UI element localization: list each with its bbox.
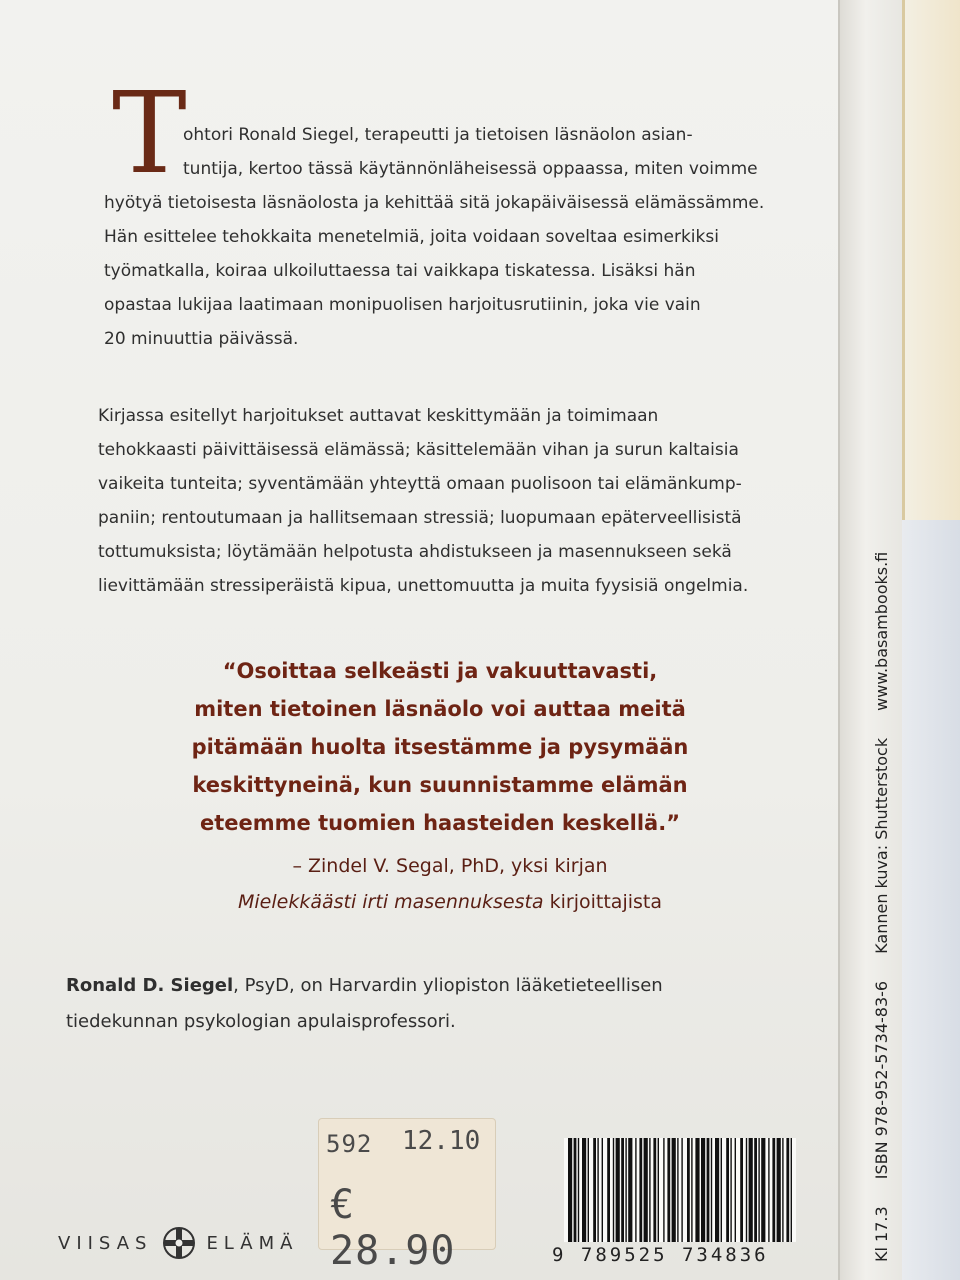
barcode-bar <box>582 1138 586 1242</box>
drop-cap: T <box>112 69 187 199</box>
endorsement-quote <box>150 652 730 842</box>
text-line: tehokkaasti päivittäisessä elämässä; käsittelemään vihan ja surun kaltaisia <box>98 440 739 460</box>
text-line: tottumuksista; löytämään helpotusta ahdistukseen ja masennukseen sekä <box>98 542 732 562</box>
barcode-bar <box>711 1138 712 1242</box>
barcode-bar <box>616 1138 620 1242</box>
barcode-bar <box>735 1138 736 1242</box>
barcode-digits: 9 789525 734836 <box>552 1244 769 1266</box>
sticker-date: 12.10 <box>402 1126 481 1156</box>
text-line: ohtori Ronald Siegel, terapeutti ja tietoisen läsnäolon asian- <box>183 125 693 145</box>
attribution-book-line <box>170 884 730 920</box>
text-line: paniin; rentoutumaan ja hallitsemaan stressiä; luopumaan epäterveellisistä <box>98 508 742 528</box>
quote-line: “Osoittaa selkeästi ja vakuuttavasti, <box>222 659 658 683</box>
barcode-bar <box>677 1138 678 1242</box>
barcode-bar <box>691 1138 692 1242</box>
barcode-bar <box>625 1138 626 1242</box>
text-line: työmatkalla, koiraa ulkoiluttaessa tai vaikkapa tiskatessa. Lisäksi hän <box>104 261 696 281</box>
barcode-bar <box>772 1138 775 1242</box>
barcode-bar <box>681 1138 682 1242</box>
barcode-bar <box>649 1138 650 1242</box>
isbn-barcode <box>564 1138 796 1242</box>
barcode-bar <box>653 1138 656 1242</box>
barcode-bar <box>602 1138 603 1242</box>
text-line: Kirjassa esitellyt harjoitukset auttavat keskittymään ja toimimaan <box>98 406 659 426</box>
barcode-bar <box>628 1138 632 1242</box>
barcode-bar <box>749 1138 753 1242</box>
attribution-line: – Zindel V. Segal, PhD, yksi kirjan <box>292 855 608 877</box>
edge-stripe-yellow <box>902 0 960 520</box>
barcode-bar <box>588 1138 589 1242</box>
barcode-bar <box>621 1138 624 1242</box>
sticker-price: € 28.90 <box>330 1182 456 1274</box>
logo-word-left: VIISAS <box>58 1232 153 1254</box>
barcode-bar <box>746 1138 747 1242</box>
barcode-bar <box>715 1138 719 1242</box>
quote-line: eteemme tuomien haasteiden keskellä.” <box>199 811 681 835</box>
barcode-bar <box>726 1138 729 1242</box>
quote-line: miten tietoinen läsnäolo voi auttaa meitä <box>194 697 686 721</box>
author-bio <box>66 968 766 1040</box>
author-name: Ronald D. Siegel <box>66 975 234 996</box>
quote-attribution <box>170 848 730 920</box>
barcode-bar <box>782 1138 783 1242</box>
intro-paragraph-start <box>183 118 783 186</box>
benefits-paragraph <box>98 399 788 603</box>
quote-line: keskittyneinä, kun suunnistamme elämän <box>192 773 688 797</box>
text-line: hyötyä tietoisesta läsnäolosta ja kehittää sitä jokapäiväisessä elämässämme. <box>104 193 765 213</box>
spine-credit: Kannen kuva: Shutterstock <box>872 737 891 954</box>
book-title: Mielekkäästi irti masennuksesta <box>237 891 544 913</box>
barcode-bar <box>721 1138 722 1242</box>
text-line: vaikeita tunteita; syventämään yhteyttä omaan puolisoon tai elämänkump- <box>98 474 742 494</box>
barcode-bar <box>658 1138 659 1242</box>
barcode-bar <box>786 1138 789 1242</box>
barcode-bar <box>663 1138 664 1242</box>
quote-line: pitämään huolta itsestämme ja pysymään <box>191 735 689 759</box>
spine-classification: Kl 17.3 <box>872 1206 891 1262</box>
barcode-bar <box>768 1138 769 1242</box>
intro-paragraph <box>104 186 794 356</box>
barcode-bar <box>639 1138 642 1242</box>
edge-stripe-blue <box>902 520 960 1280</box>
spine-isbn: ISBN 978-952-5734-83-6 <box>872 980 891 1180</box>
compass-emblem-icon <box>162 1226 196 1260</box>
barcode-bar <box>568 1138 572 1242</box>
text-line: tuntija, kertoo tässä käytännönläheisessä oppaassa, miten voimme <box>183 159 758 179</box>
text-line: lievittämään stressiperäistä kipua, unettomuutta ja muita fyysisiä ongelmia. <box>98 576 749 596</box>
logo-word-right: ELÄMÄ <box>206 1232 299 1254</box>
publisher-logo <box>58 1226 298 1260</box>
barcode-bar <box>701 1138 705 1242</box>
text-line: Hän esittelee tehokkaita menetelmiä, joita voidaan soveltaa esimerkiksi <box>104 227 719 247</box>
bio-line <box>66 968 766 1004</box>
barcode-bar <box>672 1138 676 1242</box>
barcode-bar <box>593 1138 596 1242</box>
spine-text <box>872 530 891 1262</box>
barcode-bar <box>740 1138 743 1242</box>
barcode-bar <box>613 1138 614 1242</box>
barcode-bar <box>761 1138 765 1242</box>
price-sticker <box>318 1118 496 1274</box>
book-spine <box>838 0 904 1280</box>
barcode-bar <box>597 1138 598 1242</box>
barcode-bar <box>695 1138 699 1242</box>
barcode-bar <box>777 1138 781 1242</box>
spine-url: www.basambooks.fi <box>872 551 891 711</box>
barcode-bar <box>791 1138 792 1242</box>
sticker-code: 592 <box>326 1130 373 1158</box>
barcode-bar <box>578 1138 579 1242</box>
barcode-bar <box>607 1138 610 1242</box>
barcode-bar <box>635 1138 636 1242</box>
barcode-bar <box>667 1138 670 1242</box>
book-suffix: kirjoittajista <box>543 891 663 913</box>
bio-line: tiedekunnan psykologian apulaisprofessori. <box>66 1011 456 1032</box>
barcode-bar <box>730 1138 731 1242</box>
barcode-bar <box>758 1138 759 1242</box>
barcode-bar <box>574 1138 577 1242</box>
text-line: opastaa lukijaa laatimaan monipuolisen harjoitusrutiinin, joka vie vain <box>104 295 701 315</box>
barcode-bar <box>707 1138 710 1242</box>
bio-text: , PsyD, on Harvardin yliopiston lääketieteellisen <box>233 975 663 996</box>
text-line: 20 minuuttia päivässä. <box>104 329 299 349</box>
barcode-bar <box>644 1138 648 1242</box>
barcode-bar <box>754 1138 757 1242</box>
barcode-bar <box>687 1138 690 1242</box>
